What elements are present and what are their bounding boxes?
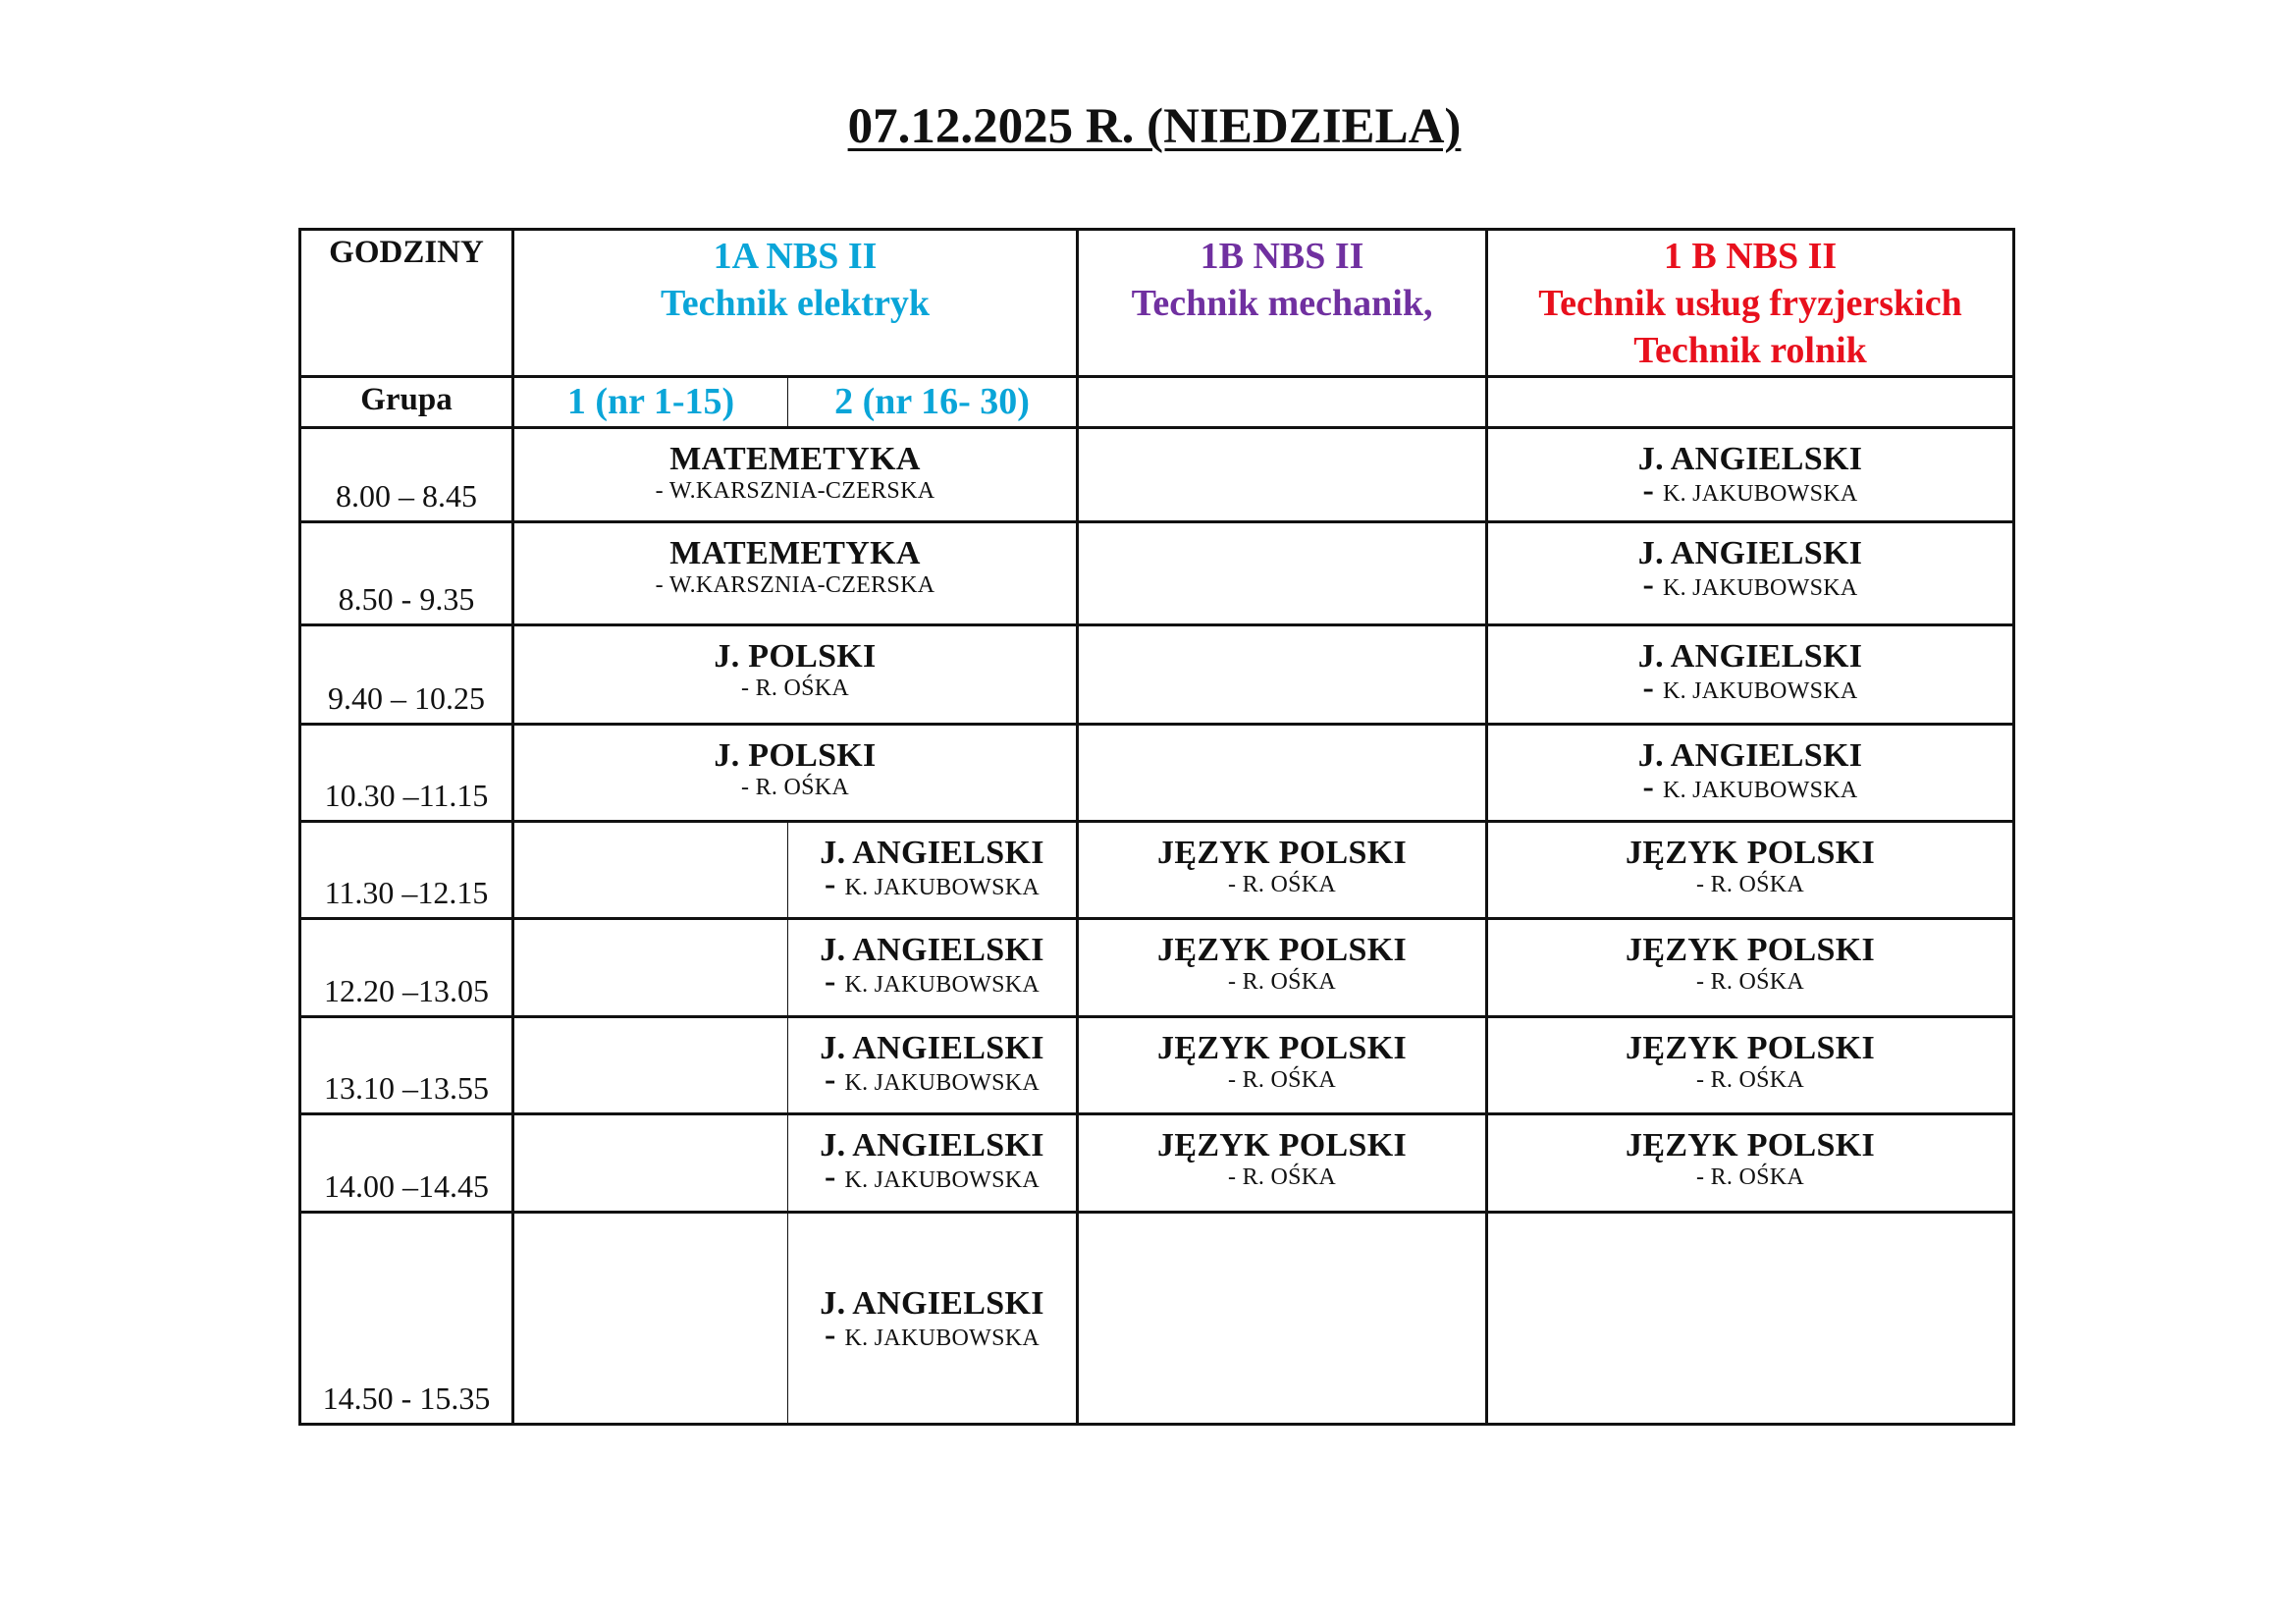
teacher: - R. OŚKA — [1695, 969, 1805, 995]
page-title: 07.12.2025 R. (NIEDZIELA) — [847, 99, 1462, 154]
time-cell: 10.30 –11.15 — [300, 725, 513, 822]
time-cell: 11.30 –12.15 — [300, 822, 513, 919]
subject: J. POLSKI — [714, 737, 877, 774]
empty-cell — [513, 1017, 788, 1114]
teacher: - R. OŚKA — [1227, 872, 1337, 897]
group-row — [300, 377, 2014, 428]
class-b-group-cell — [1078, 377, 1487, 428]
class-c-header — [1487, 230, 2014, 377]
table-row — [300, 522, 2014, 625]
group-2-cell — [788, 377, 1078, 428]
subject: JĘZYK POLSKI — [1157, 835, 1407, 871]
time-cell: 14.50 - 15.35 — [300, 1213, 513, 1425]
subject: JĘZYK POLSKI — [1157, 1030, 1407, 1066]
subject: J. ANGIELSKI — [820, 1285, 1044, 1322]
godziny-label: GODZINY — [329, 235, 484, 270]
teacher: - R. OŚKA — [740, 676, 850, 701]
teacher: - K. JAKUBOWSKA — [1642, 670, 1858, 706]
lesson-cell — [1487, 725, 2014, 822]
class-b-profile: Technik mechanik, — [1131, 283, 1433, 324]
table-row — [300, 919, 2014, 1017]
class-b-name: 1B NBS II — [1200, 236, 1364, 277]
teacher: - K. JAKUBOWSKA — [1642, 769, 1858, 805]
table-row — [300, 625, 2014, 725]
teacher: - K. JAKUBOWSKA — [1642, 472, 1858, 509]
subject: J. ANGIELSKI — [1637, 737, 1863, 774]
subject: J. ANGIELSKI — [1637, 441, 1863, 477]
subject: JĘZYK POLSKI — [1626, 835, 1875, 871]
teacher: - R. OŚKA — [1227, 1164, 1337, 1190]
lesson-cell — [788, 1017, 1078, 1114]
empty-cell — [1078, 1213, 1487, 1425]
empty-cell — [1078, 725, 1487, 822]
lesson-cell — [788, 1114, 1078, 1213]
empty-cell — [1078, 522, 1487, 625]
empty-cell — [513, 1114, 788, 1213]
lesson-cell — [513, 625, 1078, 725]
table-row — [300, 1114, 2014, 1213]
table-row — [300, 725, 2014, 822]
class-c-group-cell — [1487, 377, 2014, 428]
group-1-label: 1 (nr 1-15) — [566, 381, 735, 422]
table-row — [300, 1017, 2014, 1114]
class-a-profile: Technik elektryk — [660, 283, 931, 324]
subject: J. ANGIELSKI — [1637, 638, 1863, 675]
teacher: - R. OŚKA — [1227, 969, 1337, 995]
group-1-cell — [513, 377, 788, 428]
teacher: - K. JAKUBOWSKA — [825, 866, 1041, 902]
subject: JĘZYK POLSKI — [1626, 1127, 1875, 1164]
empty-cell — [1487, 1213, 2014, 1425]
lesson-cell — [1487, 522, 2014, 625]
time-cell: 9.40 – 10.25 — [300, 625, 513, 725]
grupa-label: Grupa — [360, 382, 453, 417]
teacher: - R. OŚKA — [1227, 1067, 1337, 1093]
table-row — [300, 822, 2014, 919]
lesson-cell — [1487, 428, 2014, 522]
empty-cell — [513, 822, 788, 919]
time-cell: 8.00 – 8.45 — [300, 428, 513, 522]
group-2-label: 2 (nr 16- 30) — [834, 381, 1030, 422]
subject: JĘZYK POLSKI — [1626, 932, 1875, 968]
empty-cell — [513, 919, 788, 1017]
teacher: - R. OŚKA — [740, 775, 850, 800]
subject: J. ANGIELSKI — [820, 1127, 1044, 1164]
class-c-profile-1: Technik usług fryzjerskich — [1538, 283, 1962, 324]
subject: J. ANGIELSKI — [1637, 535, 1863, 571]
class-c-profile-2: Technik rolnik — [1633, 330, 1867, 371]
teacher: - R. OŚKA — [1695, 872, 1805, 897]
subject: J. ANGIELSKI — [820, 932, 1044, 968]
subject: JĘZYK POLSKI — [1157, 1127, 1407, 1164]
lesson-cell — [788, 1213, 1078, 1425]
class-a-name: 1A NBS II — [713, 236, 878, 277]
lesson-cell — [788, 822, 1078, 919]
teacher: - K. JAKUBOWSKA — [1642, 567, 1858, 603]
lesson-cell — [513, 428, 1078, 522]
lesson-cell — [1078, 822, 1487, 919]
subject: MATEMETYKA — [669, 535, 921, 571]
lesson-cell — [788, 919, 1078, 1017]
lesson-cell — [1487, 1017, 2014, 1114]
table-row — [300, 428, 2014, 522]
subject: JĘZYK POLSKI — [1626, 1030, 1875, 1066]
class-c-name: 1 B NBS II — [1663, 236, 1838, 277]
lesson-cell — [1487, 625, 2014, 725]
lesson-cell — [1487, 1114, 2014, 1213]
class-a-header — [513, 230, 1078, 377]
schedule-table — [298, 228, 2015, 1426]
empty-cell — [1078, 428, 1487, 522]
subject: J. ANGIELSKI — [820, 1030, 1044, 1066]
teacher: - K. JAKUBOWSKA — [825, 963, 1041, 1000]
teacher: - K. JAKUBOWSKA — [825, 1159, 1041, 1195]
teacher: - R. OŚKA — [1695, 1067, 1805, 1093]
class-b-header — [1078, 230, 1487, 377]
godziny-header — [300, 230, 513, 377]
lesson-cell — [1078, 1017, 1487, 1114]
subject: MATEMETYKA — [669, 441, 921, 477]
lesson-cell — [1487, 822, 2014, 919]
time-cell: 13.10 –13.55 — [300, 1017, 513, 1114]
subject: J. POLSKI — [714, 638, 877, 675]
header-row — [300, 230, 2014, 377]
teacher: - W.KARSZNIA-CZERSKA — [655, 478, 935, 504]
time-cell: 14.00 –14.45 — [300, 1114, 513, 1213]
time-cell: 8.50 - 9.35 — [300, 522, 513, 625]
teacher: - K. JAKUBOWSKA — [825, 1317, 1041, 1353]
table-row — [300, 1213, 2014, 1425]
teacher: - W.KARSZNIA-CZERSKA — [655, 572, 935, 598]
subject: JĘZYK POLSKI — [1157, 932, 1407, 968]
teacher: - R. OŚKA — [1695, 1164, 1805, 1190]
time-cell: 12.20 –13.05 — [300, 919, 513, 1017]
grupa-header — [300, 377, 513, 428]
subject: J. ANGIELSKI — [820, 835, 1044, 871]
empty-cell — [1078, 625, 1487, 725]
lesson-cell — [1487, 919, 2014, 1017]
empty-cell — [513, 1213, 788, 1425]
lesson-cell — [513, 725, 1078, 822]
teacher: - K. JAKUBOWSKA — [825, 1061, 1041, 1098]
lesson-cell — [1078, 1114, 1487, 1213]
lesson-cell — [1078, 919, 1487, 1017]
lesson-cell — [513, 522, 1078, 625]
